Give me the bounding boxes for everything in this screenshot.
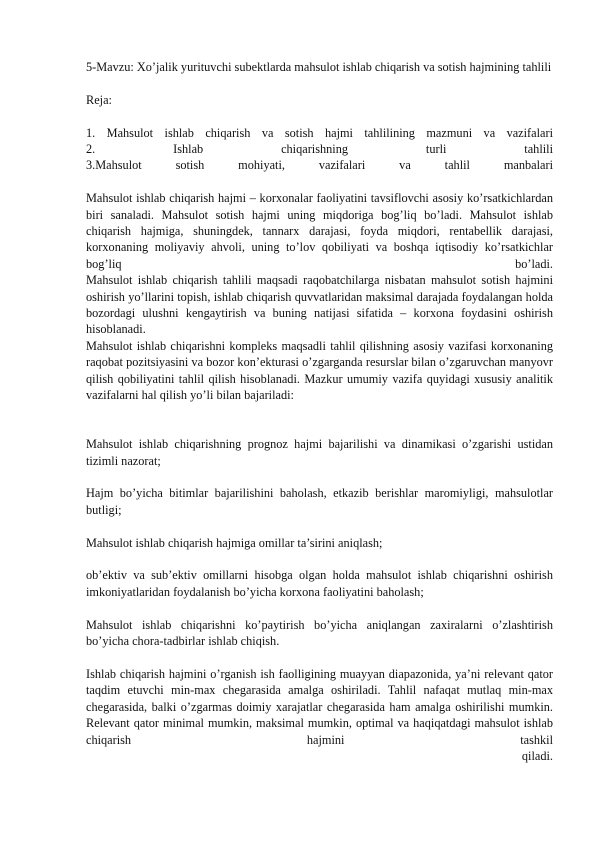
document-page xyxy=(86,59,553,764)
final-paragraph: Ishlab chiqarish hajmini o’rganish ish faolligining muayyan diapazonida, ya’ni relevant qator taqdim etuvchi min-max chegarasida amalga oshiriladi. Tahlil nafaqat mutlaq min-max chegarasida, balki o’zgarmas doimiy xarajatlar chegarasida ham amalga oshirilishi mumkin. Relevant qator minimal mumkin, maksimal mumkin, optimal va haqiqatdagi mahsulot ishlab chiqarish hajmini tashkil xyxy=(86,666,553,747)
plan-item-1: 1. Mahsulot ishlab chiqarish va sotish hajmi tahlilining mazmuni va vazifalari xyxy=(86,125,553,140)
intro-paragraph: Mahsulot ishlab chiqarish hajmi – korxonalar faoliyatini tavsiflovchi asosiy ko’rsatkichlardan biri sanaladi. Mahsulot sotish hajmi uning miqdoriga bog’liq bo’ladi. Mahsulot ishlab chiqarish hajmiga, shuningdek, tannarx darajasi, foyda miqdori, rentabellik darajasi, korxonaning moliyaviy ahvoli, uning to’lov qobiliyati va boshqa iqtisodiy ko’rsatkichlar bog’liq bo’ladi. xyxy=(86,191,553,271)
task-item-3: Mahsulot ishlab chiqarish hajmiga omillar ta’sirini aniqlash; xyxy=(86,535,383,550)
task-paragraph: Mahsulot ishlab chiqarishni kompleks maqsadli tahlil qilishning asosiy vazifasi korxonaning raqobat pozitsiyasini va bozor kon’ekturasi o’zgarganda resurslar bilan o’zgaruvchan manyovr qilish qobiliyatini tahlil qilish hisoblanadi. Mazkur umumiy vazifa quyidagi xususiy analitik vazifalarni hal qilish yo’li bilan bajariladi: xyxy=(86,338,553,403)
document-title: 5-Mavzu: Xo’jalik yurituvchi subektlarda mahsulot ishlab chiqarish va sotish hajmining tahlili xyxy=(86,60,552,74)
plan-item-2: 2. Ishlab chiqarishning turli tahlili xyxy=(86,142,553,156)
plan-label: Reja: xyxy=(86,92,112,107)
task-item-5: Mahsulot ishlab chiqarishni ko’paytirish bo’yicha aniqlangan zaxiralarni o’zlashtirish bo’yicha chora-tadbirlar ishlab chiqish. xyxy=(86,617,553,649)
final-paragraph-end: qiladi. xyxy=(521,748,553,763)
task-item-4: ob’ektiv va sub’ektiv omillarni hisobga olgan holda mahsulot ishlab chiqarishni oshirish imkoniyatlaridan foydalanish bo’yicha korxona faoliyatini baholash; xyxy=(86,568,553,599)
task-item-1: Mahsulot ishlab chiqarishning prognoz hajmi bajarilishi va dinamikasi o’zgarishi ustidan tizimli nazorat; xyxy=(86,437,553,468)
task-item-2: Hajm bo’yicha bitimlar bajarilishini baholash, etkazib berishlar maromiyligi, mahsulotlar butligi; xyxy=(86,486,553,517)
plan-item-3: 3.Mahsulot sotish mohiyati, vazifalari va tahlil manbalari xyxy=(86,158,553,173)
purpose-paragraph: Mahsulot ishlab chiqarish tahlili maqsadi raqobatchilarga nisbatan mahsulot sotish hajmini oshirish yo’llarini topish, ishlab chiqarish quvvatlaridan maksimal darajada foydalangan holda bozordagi ulushni kengaytirish va buning natijasi sifatida – korxona foydasini oshirish hisoblanadi. xyxy=(86,273,553,337)
